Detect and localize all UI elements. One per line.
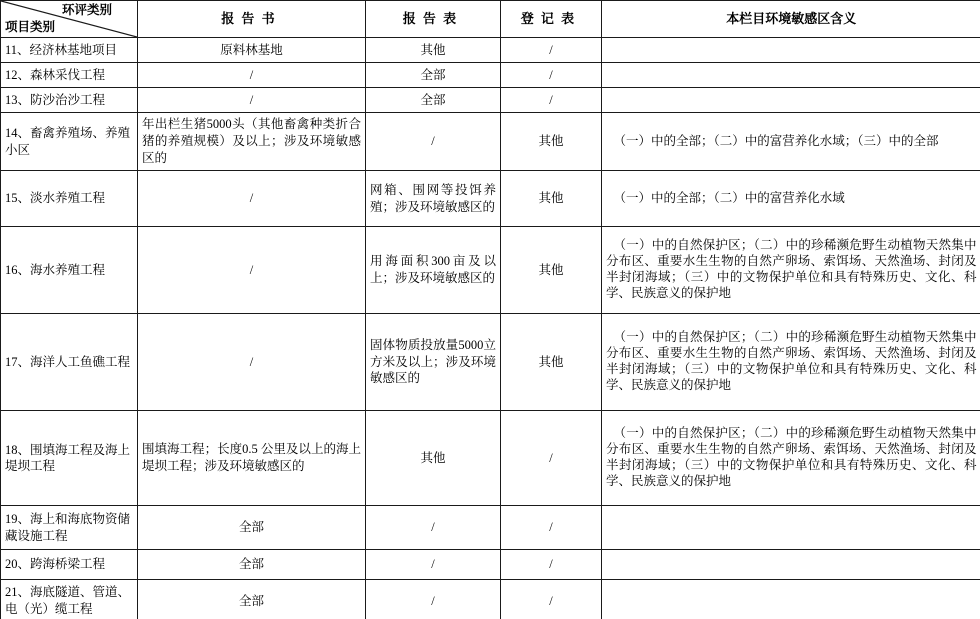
table-row [1,580,980,619]
cell-category: 16、海水养殖工程 [1,227,138,314]
cell-report-form: / [366,506,501,550]
cell-category: 19、海上和海底物资储藏设施工程 [1,506,138,550]
cell-registration-form: 其他 [501,227,602,314]
cell-category: 11、经济林基地项目 [1,38,138,63]
cell-registration-form: 其他 [501,171,602,227]
cell-registration-form: / [501,506,602,550]
table-row [1,38,980,63]
cell-report-form: 用海面积300亩及以上；涉及环境敏感区的 [366,227,501,314]
cell-category: 13、防沙治沙工程 [1,88,138,113]
cell-report-book: 全部 [138,550,366,580]
cell-meaning: （一）中的全部；（二）中的富营养化水域 [602,171,980,227]
cell-report-form: 全部 [366,63,501,88]
table-row [1,88,980,113]
cell-meaning [602,580,980,619]
cell-registration-form: / [501,38,602,63]
cell-report-form: / [366,113,501,171]
header-meaning: 本栏目环境敏感区含义 [602,1,980,38]
cell-report-book: / [138,171,366,227]
cell-report-book: / [138,314,366,411]
diagonal-header-cell [1,1,138,38]
cell-meaning: （一）中的自然保护区；（二）中的珍稀濒危野生动植物天然集中分布区、重要水生生物的自然产卵场、索饵场、天然渔场、封闭及半封闭海域；（三）中的文物保护单位和具有特殊历史、文化、科学、民族意义的保护地 [602,411,980,506]
header-report-book: 报告书 [138,1,366,38]
cell-report-book: 年出栏生猪5000头（其他畜禽种类折合猪的养殖规模）及以上；涉及环境敏感区的 [138,113,366,171]
cell-report-book: 围填海工程；长度0.5 公里及以上的海上堤坝工程；涉及环境敏感区的 [138,411,366,506]
cell-report-form: / [366,550,501,580]
cell-report-book: / [138,88,366,113]
cell-category: 15、淡水养殖工程 [1,171,138,227]
cell-report-form: 其他 [366,38,501,63]
cell-registration-form: / [501,88,602,113]
table-row [1,171,980,227]
cell-category: 18、围填海工程及海上堤坝工程 [1,411,138,506]
cell-meaning: （一）中的自然保护区；（二）中的珍稀濒危野生动植物天然集中分布区、重要水生生物的自然产卵场、索饵场、天然渔场、封闭及半封闭海域；（三）中的文物保护单位和具有特殊历史、文化、科学、民族意义的保护地 [602,314,980,411]
cell-report-form: 其他 [366,411,501,506]
cell-registration-form: 其他 [501,113,602,171]
table-row [1,506,980,550]
cell-report-form: 全部 [366,88,501,113]
cell-report-form: 固体物质投放量5000立方米及以上；涉及环境敏感区的 [366,314,501,411]
cell-report-book: / [138,63,366,88]
cell-meaning [602,506,980,550]
cell-registration-form: / [501,63,602,88]
cell-meaning: （一）中的自然保护区；（二）中的珍稀濒危野生动植物天然集中分布区、重要水生生物的自然产卵场、索饵场、天然渔场、封闭及半封闭海域；（三）中的文物保护单位和具有特殊历史、文化、科学、民族意义的保护地 [602,227,980,314]
cell-registration-form: / [501,580,602,619]
header-report-form: 报告表 [366,1,501,38]
cell-meaning [602,63,980,88]
cell-report-book: / [138,227,366,314]
header-row [1,1,980,38]
table-row [1,550,980,580]
cell-report-form: / [366,580,501,619]
table-row [1,227,980,314]
cell-category: 21、海底隧道、管道、电（光）缆工程 [1,580,138,619]
cell-meaning [602,550,980,580]
cell-meaning [602,88,980,113]
cell-registration-form: / [501,550,602,580]
cell-report-book: 全部 [138,580,366,619]
header-eia-category: 环评类别 [61,3,112,17]
cell-meaning [602,38,980,63]
cell-report-book: 原料林基地 [138,38,366,63]
cell-registration-form: / [501,411,602,506]
cell-report-book: 全部 [138,506,366,550]
cell-category: 12、森林采伐工程 [1,63,138,88]
table-row [1,314,980,411]
header-project-category: 项目类别 [5,19,56,34]
table-row [1,63,980,88]
cell-meaning: （一）中的全部；（二）中的富营养化水域；（三）中的全部 [602,113,980,171]
table-row [1,411,980,506]
cell-report-form: 网箱、围网等投饵养殖；涉及环境敏感区的 [366,171,501,227]
cell-category: 17、海洋人工鱼礁工程 [1,314,138,411]
table-row [1,113,980,171]
cell-category: 14、畜禽养殖场、养殖小区 [1,113,138,171]
cell-category: 20、跨海桥梁工程 [1,550,138,580]
header-registration-form: 登记表 [501,1,602,38]
cell-registration-form: 其他 [501,314,602,411]
